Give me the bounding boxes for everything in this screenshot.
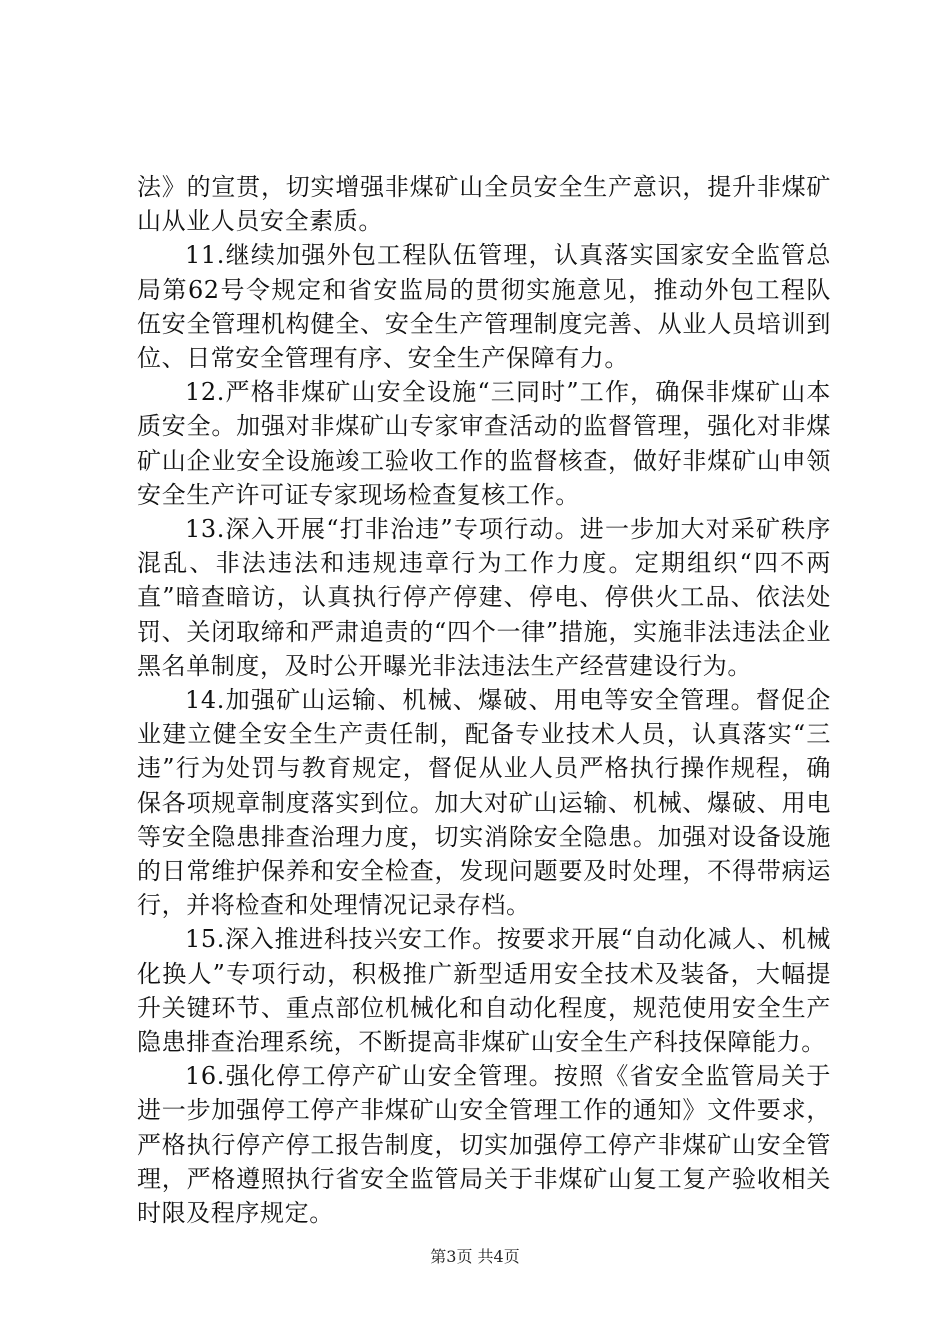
paragraph-item-11: 11.继续加强外包工程队伍管理，认真落实国家安全监管总局第62号令规定和省安监局的贯彻实施意见，推动外包工程队伍安全管理机构健全、安全生产管理制度完善、从业人员培训到位、日常安全管理有序、安全生产保障有力。: [137, 241, 831, 373]
page-number-footer: 第3页 共4页: [430, 1247, 520, 1266]
paragraph-item-16: 16.强化停工停产矿山安全管理。按照《省安全监管局关于进一步加强停工停产非煤矿山安全管理工作的通知》文件要求，严格执行停产停工报告制度，切实加强停工停产非煤矿山安全管理，严格遵照执行省安全监管局关于非煤矿山复工复产验收相关时限及程序规定。: [137, 1062, 831, 1228]
paragraph-item-15: 15.深入推进科技兴安工作。按要求开展“自动化减人、机械化换人”专项行动，积极推广新型适用安全技术及装备，大幅提升关键环节、重点部位机械化和自动化程度，规范使用安全生产隐患排查治理系统，不断提高非煤矿山安全生产科技保障能力。: [137, 925, 831, 1057]
paragraph-item-13: 13.深入开展“打非治违”专项行动。进一步加大对采矿秩序混乱、非法违法和违规违章行为工作力度。定期组织“四不两直”暗查暗访，认真执行停产停建、停电、停供火工品、依法处罚、关闭取缔和严肃追责的“四个一律”措施，实施非法违法企业黑名单制度，及时公开曝光非法违法生产经营建设行为。: [137, 515, 831, 680]
paragraph-item-14: 14.加强矿山运输、机械、爆破、用电等安全管理。督促企业建立健全安全生产责任制，配备专业技术人员，认真落实“三违”行为处罚与教育规定，督促从业人员严格执行操作规程，确保各项规章制度落实到位。加大对矿山运输、机械、爆破、用电等安全隐患排查治理力度，切实消除安全隐患。加强对设备设施的日常维护保养和安全检查，发现问题要及时处理，不得带病运行，并将检查和处理情况记录存档。: [137, 686, 831, 920]
document-body: [137, 170, 831, 1230]
paragraph-item-12: 12.严格非煤矿山安全设施“三同时”工作，确保非煤矿山本质安全。加强对非煤矿山专家审查活动的监督管理，强化对非煤矿山企业安全设施竣工验收工作的监督核查，做好非煤矿山申领安全生产许可证专家现场检查复核工作。: [137, 378, 831, 509]
paragraph-continuation: 法》的宣贯，切实增强非煤矿山全员安全生产意识，提升非煤矿山从业人员安全素质。: [137, 173, 831, 236]
